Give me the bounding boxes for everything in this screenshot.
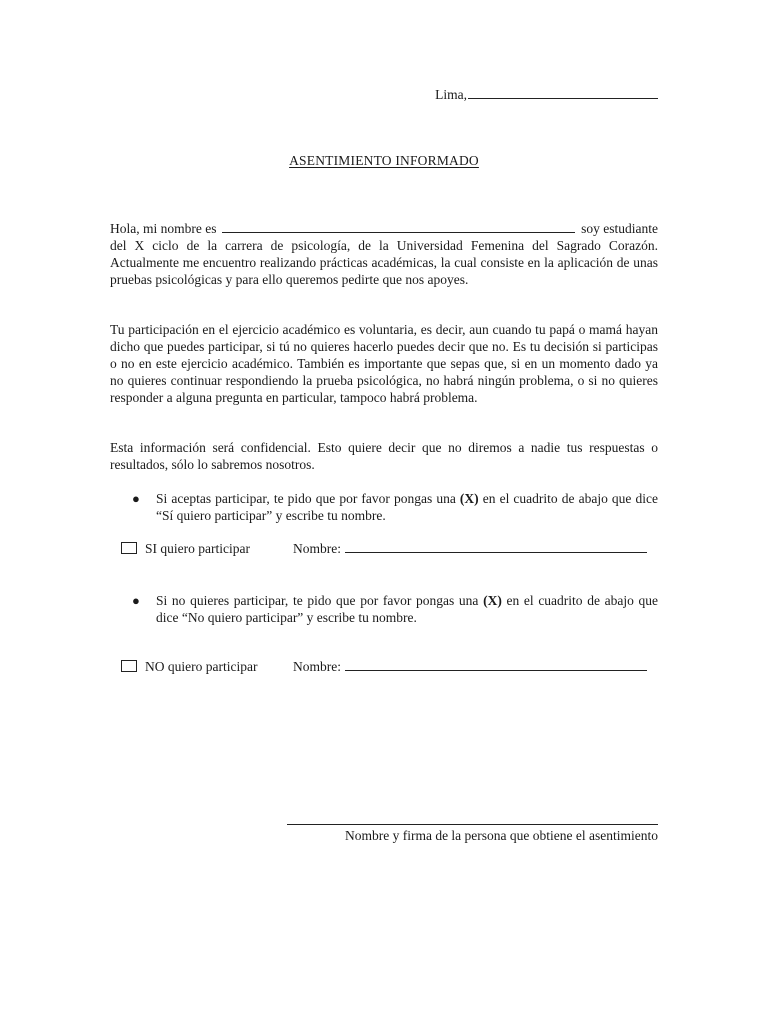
no-checkbox[interactable]: [121, 660, 137, 672]
voluntary-paragraph: Tu participación en el ejercicio académico es voluntaria, es decir, aun cuando tu papá o mamá hayan dicho que puedes participar, si tú no quieres hacerlo puedes decir que no. Es tu decisión si participas o no en este ejercicio académico. También es importante que sepas que, si en un momento dado ya no quieres continuar respondiendo la prueba psicológica, no habrá ningún problema, o si no quieres responder a alguna pregunta en particular, tampoco habrá problema.: [110, 322, 658, 405]
signature-line[interactable]: [287, 824, 658, 825]
option-yes: [121, 541, 661, 557]
lima-label: Lima,: [435, 87, 467, 102]
accept-instruction: ● Si aceptas participar, te pido que por favor pongas una (X) en el cuadrito de abajo que dice “Sí quiero participar” y escribe tu nombre.: [132, 491, 658, 523]
student-name-blank[interactable]: [222, 221, 575, 233]
no-name-label: Nombre:: [293, 659, 341, 674]
yes-label: SI quiero participar: [145, 541, 250, 556]
decline-instruction: ● Si no quieres participar, te pido que por favor pongas una (X) en el cuadrito de abajo que dice “No quiero participar” y escribe tu nombre.: [132, 593, 659, 625]
intro-lead: Hola, mi nombre es: [110, 221, 217, 236]
document-title: ASENTIMIENTO INFORMADO: [289, 153, 479, 168]
no-label: NO quiero participar: [145, 659, 258, 674]
intro-rest: del X ciclo de la carrera de psicología, de la Universidad Femenina del Sagrado Corazón. Actualmente me encuentro realizando prácticas académicas, la cual consiste en la aplicación de unas pruebas psicológicas y para ello queremos pedirte que nos apoyes.: [110, 238, 658, 287]
option-no: [121, 659, 661, 675]
x-mark: (X): [483, 593, 502, 608]
x-mark: (X): [459, 491, 479, 506]
yes-checkbox[interactable]: [121, 542, 137, 554]
confidentiality-paragraph: Esta información será confidencial. Esto quiere decir que no diremos a nadie tus respuestas o resultados, sólo lo sabremos nosotros.: [110, 440, 658, 472]
no-name-blank[interactable]: [345, 659, 647, 671]
intro-paragraph: [110, 220, 658, 288]
date-place-field: [435, 86, 658, 103]
bullet-icon: ●: [132, 593, 140, 608]
date-blank-line[interactable]: [468, 86, 658, 99]
yes-name-blank[interactable]: [345, 541, 647, 553]
yes-name-label: Nombre:: [293, 541, 341, 556]
signature-caption: Nombre y firma de la persona que obtiene el asentimiento: [344, 828, 658, 843]
intro-tail: soy estudiante: [581, 221, 658, 236]
bullet-icon: ●: [132, 491, 140, 506]
